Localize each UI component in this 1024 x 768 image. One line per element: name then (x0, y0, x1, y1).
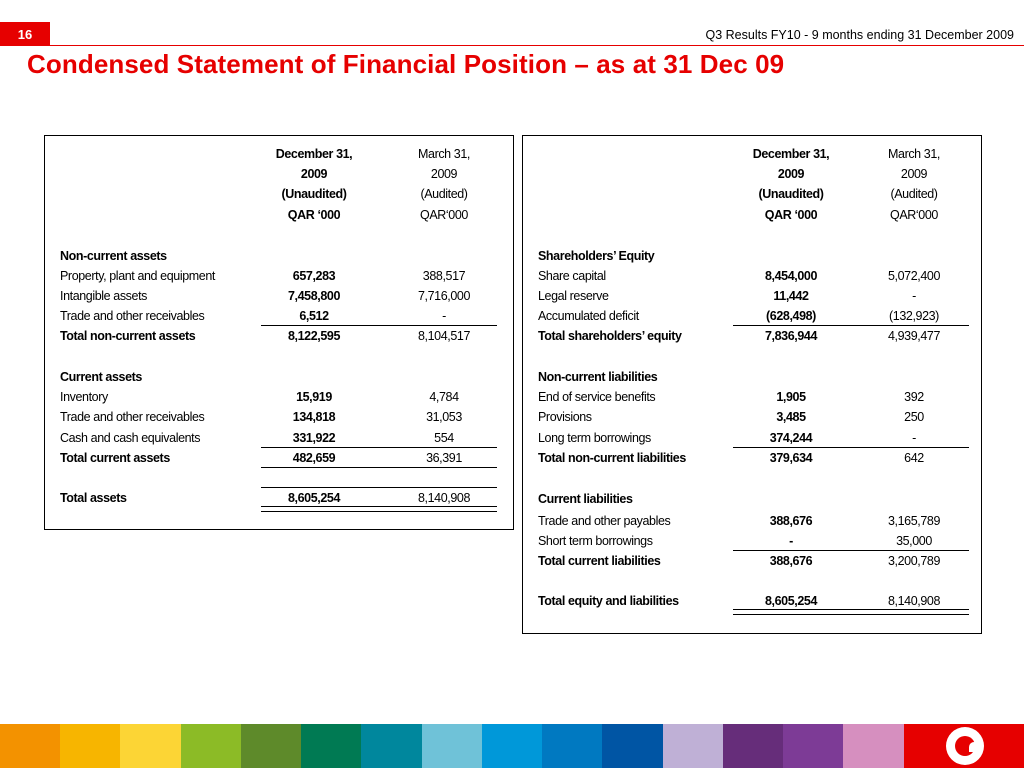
logo-quote-mark (969, 742, 979, 752)
row-label: Intangible assets (60, 289, 148, 303)
mar-value: 3,200,789 (887, 554, 940, 568)
mar-value: 4,939,477 (887, 329, 940, 343)
color-stripe (783, 724, 843, 768)
color-stripe (542, 724, 602, 768)
grand-total-row (523, 591, 981, 611)
mar-value: 392 (904, 390, 924, 404)
dec-value: 8,605,254 (764, 594, 817, 608)
row-label: Trade and other receivables (60, 309, 205, 323)
col1-header-line4: QAR ‘000 (764, 208, 818, 222)
row-label: Short term borrowings (538, 534, 653, 548)
mar-value: 36,391 (426, 451, 462, 465)
column-header-row (523, 205, 981, 225)
col2-header-line4: QAR‘000 (890, 208, 938, 222)
color-stripe (120, 724, 180, 768)
color-stripe (723, 724, 783, 768)
col1-header-line1: December 31, (752, 147, 830, 161)
color-stripe (301, 724, 361, 768)
table-row (523, 428, 981, 448)
double-rule (733, 609, 969, 615)
dec-value: 15,919 (296, 390, 332, 404)
section-heading (45, 367, 513, 387)
page-number: 16 (0, 22, 50, 46)
table-row (45, 306, 513, 326)
logo-inner-circle (955, 736, 975, 756)
row-label: Total equity and liabilities (538, 594, 679, 608)
total-row (45, 326, 513, 346)
color-stripe (241, 724, 301, 768)
dec-value: 8,605,254 (287, 491, 340, 505)
col2-header-line1: March 31, (418, 147, 470, 161)
row-label: Total current liabilities (538, 554, 661, 568)
dec-value: 331,922 (292, 431, 336, 445)
dec-value: 657,283 (292, 269, 336, 283)
vodafone-logo-area (908, 724, 1024, 768)
col1-header-line3: (Unaudited) (281, 187, 347, 201)
column-header-row (523, 184, 981, 204)
dec-value: 374,244 (769, 431, 813, 445)
col1-header-line1: December 31, (275, 147, 353, 161)
mar-value: - (912, 289, 916, 303)
mar-value: 554 (434, 431, 454, 445)
equity-liabilities-panel (522, 135, 982, 634)
dec-value: 379,634 (769, 451, 813, 465)
color-stripe-footer (0, 724, 1024, 768)
column-header-row (45, 205, 513, 225)
mar-value: 35,000 (896, 534, 932, 548)
row-label: Trade and other receivables (60, 410, 205, 424)
dec-value: 3,485 (776, 410, 806, 424)
table-row (523, 266, 981, 286)
equity-heading: Shareholders’ Equity (538, 249, 655, 263)
section-heading (523, 489, 981, 509)
color-stripe (602, 724, 662, 768)
table-row (523, 511, 981, 531)
row-label: Legal reserve (538, 289, 609, 303)
column-header-row (523, 144, 981, 164)
color-stripe (361, 724, 421, 768)
col2-header-line1: March 31, (888, 147, 940, 161)
row-label: Trade and other payables (538, 514, 671, 528)
total-row (45, 448, 513, 468)
table-row (45, 266, 513, 286)
row-label: Cash and cash equivalents (60, 431, 201, 445)
dec-value: - (789, 534, 793, 548)
table-row (523, 286, 981, 306)
subtotal-rule (261, 467, 497, 468)
column-header-row (45, 164, 513, 184)
color-stripe (843, 724, 903, 768)
color-stripe (181, 724, 241, 768)
col2-header-line4: QAR‘000 (420, 208, 468, 222)
mar-value: 388,517 (422, 269, 466, 283)
mar-value: 5,072,400 (887, 269, 940, 283)
page-title: Condensed Statement of Financial Position – as at 31 Dec 09 (27, 49, 785, 79)
column-header-row (523, 164, 981, 184)
mar-value: 31,053 (426, 410, 462, 424)
assets-panel (44, 135, 514, 530)
row-label: Inventory (60, 390, 108, 404)
col1-header-line3: (Unaudited) (758, 187, 824, 201)
table-row (45, 407, 513, 427)
table-row (523, 407, 981, 427)
noncurrent-assets-heading: Non-current assets (60, 249, 167, 263)
dec-value: (628,498) (766, 309, 816, 323)
table-row (523, 531, 981, 551)
mar-value: 8,104,517 (417, 329, 470, 343)
row-label: End of service benefits (538, 390, 656, 404)
row-label: Long term borrowings (538, 431, 651, 445)
row-label: Accumulated deficit (538, 309, 639, 323)
mar-value: 8,140,908 (417, 491, 470, 505)
double-rule (261, 506, 497, 512)
color-stripe (422, 724, 482, 768)
table-row (45, 286, 513, 306)
mar-value: 8,140,908 (887, 594, 940, 608)
mar-value: 642 (904, 451, 924, 465)
column-header-row (45, 144, 513, 164)
row-label: Property, plant and equipment (60, 269, 215, 283)
color-stripe (482, 724, 542, 768)
section-heading (523, 367, 981, 387)
mar-value: 7,716,000 (417, 289, 470, 303)
mar-value: - (912, 431, 916, 445)
mar-value: - (442, 309, 446, 323)
row-label: Total non-current liabilities (538, 451, 686, 465)
dec-value: 7,458,800 (287, 289, 340, 303)
dec-value: 8,122,595 (287, 329, 340, 343)
vodafone-speechmark-logo-icon (946, 727, 984, 765)
report-subtitle: Q3 Results FY10 - 9 months ending 31 December 2009 (705, 28, 1014, 42)
noncurrent-liabilities-heading: Non-current liabilities (538, 370, 658, 384)
color-stripe (663, 724, 723, 768)
section-heading (45, 246, 513, 266)
row-label: Provisions (538, 410, 592, 424)
col1-header-line2: 2009 (777, 167, 805, 181)
dec-value: 1,905 (776, 390, 806, 404)
dec-value: 388,676 (769, 554, 813, 568)
row-label: Total assets (60, 491, 127, 505)
header-rule (50, 45, 1024, 46)
current-liabilities-heading: Current liabilities (538, 492, 633, 506)
dec-value: 8,454,000 (764, 269, 817, 283)
dec-value: 6,512 (299, 309, 329, 323)
table-row (523, 387, 981, 407)
dec-value: 134,818 (292, 410, 336, 424)
col2-header-line3: (Audited) (890, 187, 938, 201)
column-header-row (45, 184, 513, 204)
color-stripe (60, 724, 120, 768)
mar-value: (132,923) (889, 309, 939, 323)
table-row (45, 428, 513, 448)
color-stripe (0, 724, 60, 768)
col1-header-line2: 2009 (300, 167, 328, 181)
col2-header-line2: 2009 (900, 167, 928, 181)
current-assets-heading: Current assets (60, 370, 142, 384)
mar-value: 250 (904, 410, 924, 424)
table-row (523, 306, 981, 326)
mar-value: 4,784 (429, 390, 459, 404)
total-row (523, 448, 981, 468)
grand-total-row (45, 488, 513, 508)
dec-value: 11,442 (773, 289, 809, 303)
col2-header-line2: 2009 (430, 167, 458, 181)
dec-value: 482,659 (292, 451, 336, 465)
total-row (523, 551, 981, 571)
table-row (45, 387, 513, 407)
col2-header-line3: (Audited) (420, 187, 468, 201)
mar-value: 3,165,789 (887, 514, 940, 528)
dec-value: 7,836,944 (764, 329, 817, 343)
total-row (523, 326, 981, 346)
col1-header-line4: QAR ‘000 (287, 208, 341, 222)
row-label: Total non-current assets (60, 329, 196, 343)
row-label: Share capital (538, 269, 606, 283)
row-label: Total shareholders’ equity (538, 329, 682, 343)
section-heading (523, 246, 981, 266)
row-label: Total current assets (60, 451, 170, 465)
dec-value: 388,676 (769, 514, 813, 528)
